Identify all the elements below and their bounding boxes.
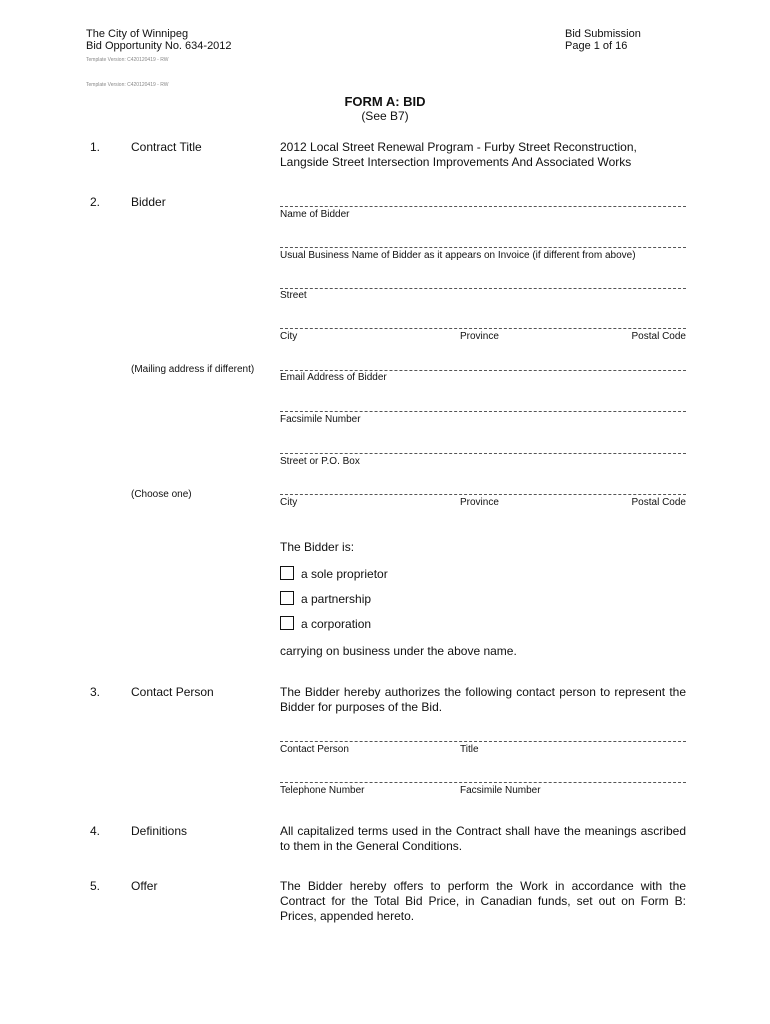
city-province-postal-line-2[interactable] <box>280 494 686 495</box>
carrying-on-business-text: carrying on business under the above name. <box>280 644 517 658</box>
section-4-label: Definitions <box>131 824 188 838</box>
province-label: Province <box>460 331 499 342</box>
name-of-bidder-line[interactable] <box>280 206 686 207</box>
section-1-number: 1. <box>90 140 101 154</box>
email-line[interactable] <box>280 370 686 371</box>
telephone-fax-line[interactable] <box>280 782 686 783</box>
business-name-label: Usual Business Name of Bidder as it appears on Invoice (if different from above) <box>280 250 636 261</box>
telephone-label: Telephone Number <box>280 785 365 796</box>
partnership-checkbox[interactable] <box>280 591 294 605</box>
contract-title-line-1: 2012 Local Street Renewal Program - Furby Street Reconstruction, <box>280 140 637 154</box>
section-3-number: 3. <box>90 685 101 699</box>
facsimile-label: Facsimile Number <box>280 414 361 425</box>
email-label: Email Address of Bidder <box>280 372 387 383</box>
template-version-1: Template Version: C420120419 - RW <box>86 57 169 63</box>
street-po-box-line[interactable] <box>280 453 686 454</box>
city-label: City <box>280 331 298 342</box>
section-5-label: Offer <box>131 879 158 893</box>
definitions-text: All capitalized terms used in the Contract shall have the meanings ascribed to them in the General Conditions. <box>280 824 686 853</box>
section-1-label: Contract Title <box>131 140 202 154</box>
offer-text: The Bidder hereby offers to perform the Work in accordance with the Contract for the Total Bid Price, in Canadian funds, set out on Form B: Prices, appended hereto. <box>280 879 686 923</box>
header-page-number: Page 1 of 16 <box>565 40 628 52</box>
header-bid-opportunity: Bid Opportunity No. 634-2012 <box>86 40 232 52</box>
choose-one-note: (Choose one) <box>131 489 192 500</box>
section-2-label: Bidder <box>131 195 166 209</box>
form-title: FORM A: BID <box>344 94 426 109</box>
contact-person-text: The Bidder hereby authorizes the following contact person to represent the Bidder for purposes of the Bid. <box>280 685 686 714</box>
business-name-line[interactable] <box>280 247 686 248</box>
corporation-checkbox[interactable] <box>280 616 294 630</box>
partnership-label: a partnership <box>301 592 372 606</box>
mailing-address-note: (Mailing address if different) <box>131 364 255 375</box>
postal-code-label: Postal Code <box>631 331 686 342</box>
sole-proprietor-checkbox[interactable] <box>280 566 294 580</box>
facsimile-line[interactable] <box>280 411 686 412</box>
postal-code-label-2: Postal Code <box>631 497 686 508</box>
contact-person-label: Contact Person <box>280 744 349 755</box>
contact-title-line[interactable] <box>280 741 686 742</box>
template-version-2: Template Version: C420120419 - RW <box>86 82 169 88</box>
form-subtitle: (See B7) <box>361 109 409 123</box>
city-province-postal-line[interactable] <box>280 328 686 329</box>
province-label-2: Province <box>460 497 499 508</box>
header-submission: Bid Submission <box>565 28 641 40</box>
section-2-number: 2. <box>90 195 101 209</box>
section-4-number: 4. <box>90 824 101 838</box>
sole-proprietor-label: a sole proprietor <box>301 567 388 581</box>
corporation-label: a corporation <box>301 617 372 631</box>
name-of-bidder-label: Name of Bidder <box>280 209 350 220</box>
street-label: Street <box>280 290 307 301</box>
header-org: The City of Winnipeg <box>86 28 189 40</box>
section-3-label: Contact Person <box>131 685 214 699</box>
contract-title-line-2: Langside Street Intersection Improvements And Associated Works <box>280 155 632 169</box>
section-5-number: 5. <box>90 879 101 893</box>
bidder-is-heading: The Bidder is: <box>280 540 355 554</box>
street-line[interactable] <box>280 288 686 289</box>
city-label-2: City <box>280 497 298 508</box>
street-po-box-label: Street or P.O. Box <box>280 456 360 467</box>
contact-facsimile-label: Facsimile Number <box>460 785 541 796</box>
title-label: Title <box>460 744 479 755</box>
